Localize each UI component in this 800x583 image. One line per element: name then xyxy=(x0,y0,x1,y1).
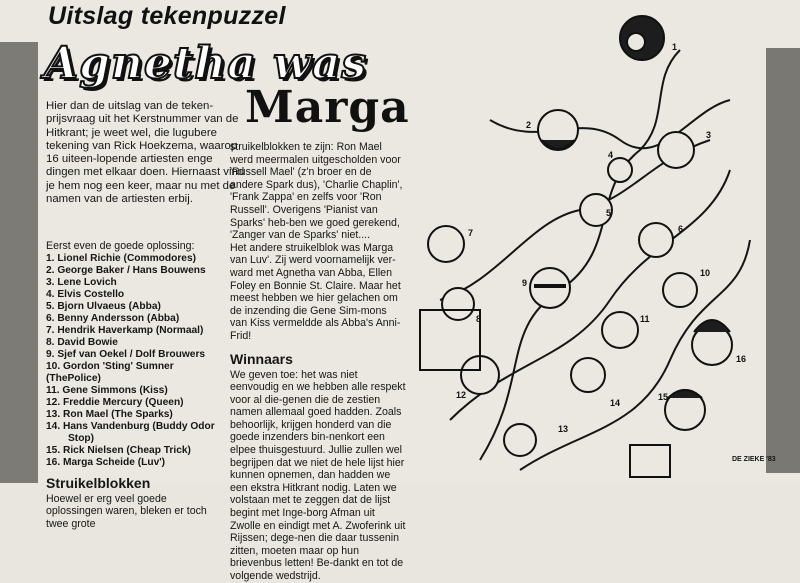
list-item: 7. Hendrik Haverkamp (Normaal) xyxy=(46,324,204,336)
face-13 xyxy=(504,424,536,456)
list-item: 13. Ron Mael (The Sparks) xyxy=(46,408,173,420)
art-number: 8 xyxy=(476,314,482,324)
list-item: 5. Bjorn Ulvaeus (Abba) xyxy=(46,300,161,312)
face-6 xyxy=(639,223,673,257)
list-item: 9. Sjef van Oekel / Dolf Brouwers xyxy=(46,348,206,360)
list-item: 3. Lene Lovich xyxy=(46,276,117,288)
art-number: 4 xyxy=(608,150,614,160)
list-item: Stop) xyxy=(68,432,95,444)
second-column xyxy=(230,141,406,583)
art-number: 13 xyxy=(558,424,569,434)
art-number: 7 xyxy=(468,228,474,238)
list-item: 1. Lionel Richie (Commodores) xyxy=(46,252,197,264)
art-number: 6 xyxy=(678,224,684,234)
art-number: 9 xyxy=(522,278,528,288)
art-number: 15 xyxy=(658,392,669,402)
face-7 xyxy=(428,226,464,262)
paragraph: Het andere struikelblok was Marga van Luv'. Zij werd voornamelijk ver-ward met Agnetha van Abba, Ellen Foley en Bonnie St. Claire. Maar het meest hebben we hier gelachen om de inzending die Gene Sim-mons van Kiss vermeldde als Abba's Anni-Frid! xyxy=(230,241,401,342)
art-number: 1 xyxy=(672,42,678,52)
art-number: 11 xyxy=(640,314,650,324)
headline-line-1: Agnetha was xyxy=(44,38,368,89)
face-11 xyxy=(602,312,638,348)
art-number: 2 xyxy=(526,120,532,130)
kicker: Uitslag tekenpuzzel xyxy=(48,2,286,30)
list-item: 10. Gordon 'Sting' Sumner (ThePolice) xyxy=(46,360,174,384)
intro-paragraph: Hier dan de uitslag van de teken-prijsvraag uit het Kerstnummer van de Hitkrant; je weet wel, die lugubere tekening van Rick Hoekzema, waarop 16 uiteen-lopende artiesten enge dingen met elkaar doen. Hiernaast vind je hem nog een keer, maar nu met de namen van de artiesten erbij. xyxy=(46,100,245,206)
solution-list xyxy=(46,253,226,469)
solution-intro: Eerst even de goede oplossing: xyxy=(46,240,195,252)
solution-column xyxy=(46,240,226,530)
face-14 xyxy=(571,358,605,392)
list-item: 14. Hans Vandenburg (Buddy Odor xyxy=(46,420,215,432)
list-item: 6. Benny Andersson (Abba) xyxy=(46,312,180,324)
art-number: 16 xyxy=(736,354,747,364)
winnaars-heading: Winnaars xyxy=(230,350,293,367)
face-8 xyxy=(442,288,474,320)
list-item: 12. Freddie Mercury (Queen) xyxy=(46,396,184,408)
list-item: 16. Marga Scheide (Luv') xyxy=(46,456,166,468)
face-4 xyxy=(608,158,632,182)
face-3 xyxy=(658,132,694,168)
art-number: 3 xyxy=(706,130,712,140)
right-page-edge xyxy=(766,48,800,473)
left-page-edge xyxy=(0,42,38,483)
list-item: 2. George Baker / Hans Bouwens xyxy=(46,264,206,276)
art-number: 14 xyxy=(610,398,621,408)
struikelblokken-heading: Struikelblokken xyxy=(46,474,151,491)
art-number: 12 xyxy=(456,390,467,400)
list-item: 15. Rick Nielsen (Cheap Trick) xyxy=(46,444,191,456)
artist-signature: DE ZIEKE '83 xyxy=(732,456,776,463)
paragraph: We geven toe: het was niet eenvoudig en we hebben alle respekt voor al die-genen die de zestien namen allemaal goed hadden. Zoals behoorlijk, krijgen honderd van die goede inzenders bin-nenkort een elpee thuisgestuurd. Jullie zullen wel begrijpen dat we niet de hele lijst hier kunnen opnemen, dan hadden we een ekstra Hitkrant nodig. Laten we volstaan met te zeggen dat de lijst begint met Inge-borg Afman uit Zwolle en eindigt met A. Zwoferink uit Rijssen; dege-nen die daar tussenin zitten, moeten maar op hun brievenbus letten! Be-dankt en tot de volgende wedstrijd. xyxy=(230,368,406,582)
headline-line-2: Marga xyxy=(245,82,410,133)
list-item: 4. Elvis Costello xyxy=(46,288,125,300)
art-number: 5 xyxy=(606,208,612,218)
art-number: 10 xyxy=(700,268,711,278)
face-10 xyxy=(663,273,697,307)
cartoon-illustration xyxy=(410,0,766,483)
struikelblokken-text: Hoewel er erg veel goede oplossingen waren, bleken er toch twee grote xyxy=(46,492,207,530)
list-item: 8. David Bowie xyxy=(46,336,118,348)
paragraph: struikelblokken te zijn: Ron Mael werd meermalen uitgescholden voor 'Russell Mael' (z'n broer en de andere Spark dus), 'Charlie Chaplin', 'Frank Zappa' en zelfs voor 'Ron Russell'. Overigens 'Pianist van Sparks' heb-ben we goed gerekend, 'Zanger van de Sparks' niet.... xyxy=(230,141,403,242)
list-item: 11. Gene Simmons (Kiss) xyxy=(46,384,168,396)
